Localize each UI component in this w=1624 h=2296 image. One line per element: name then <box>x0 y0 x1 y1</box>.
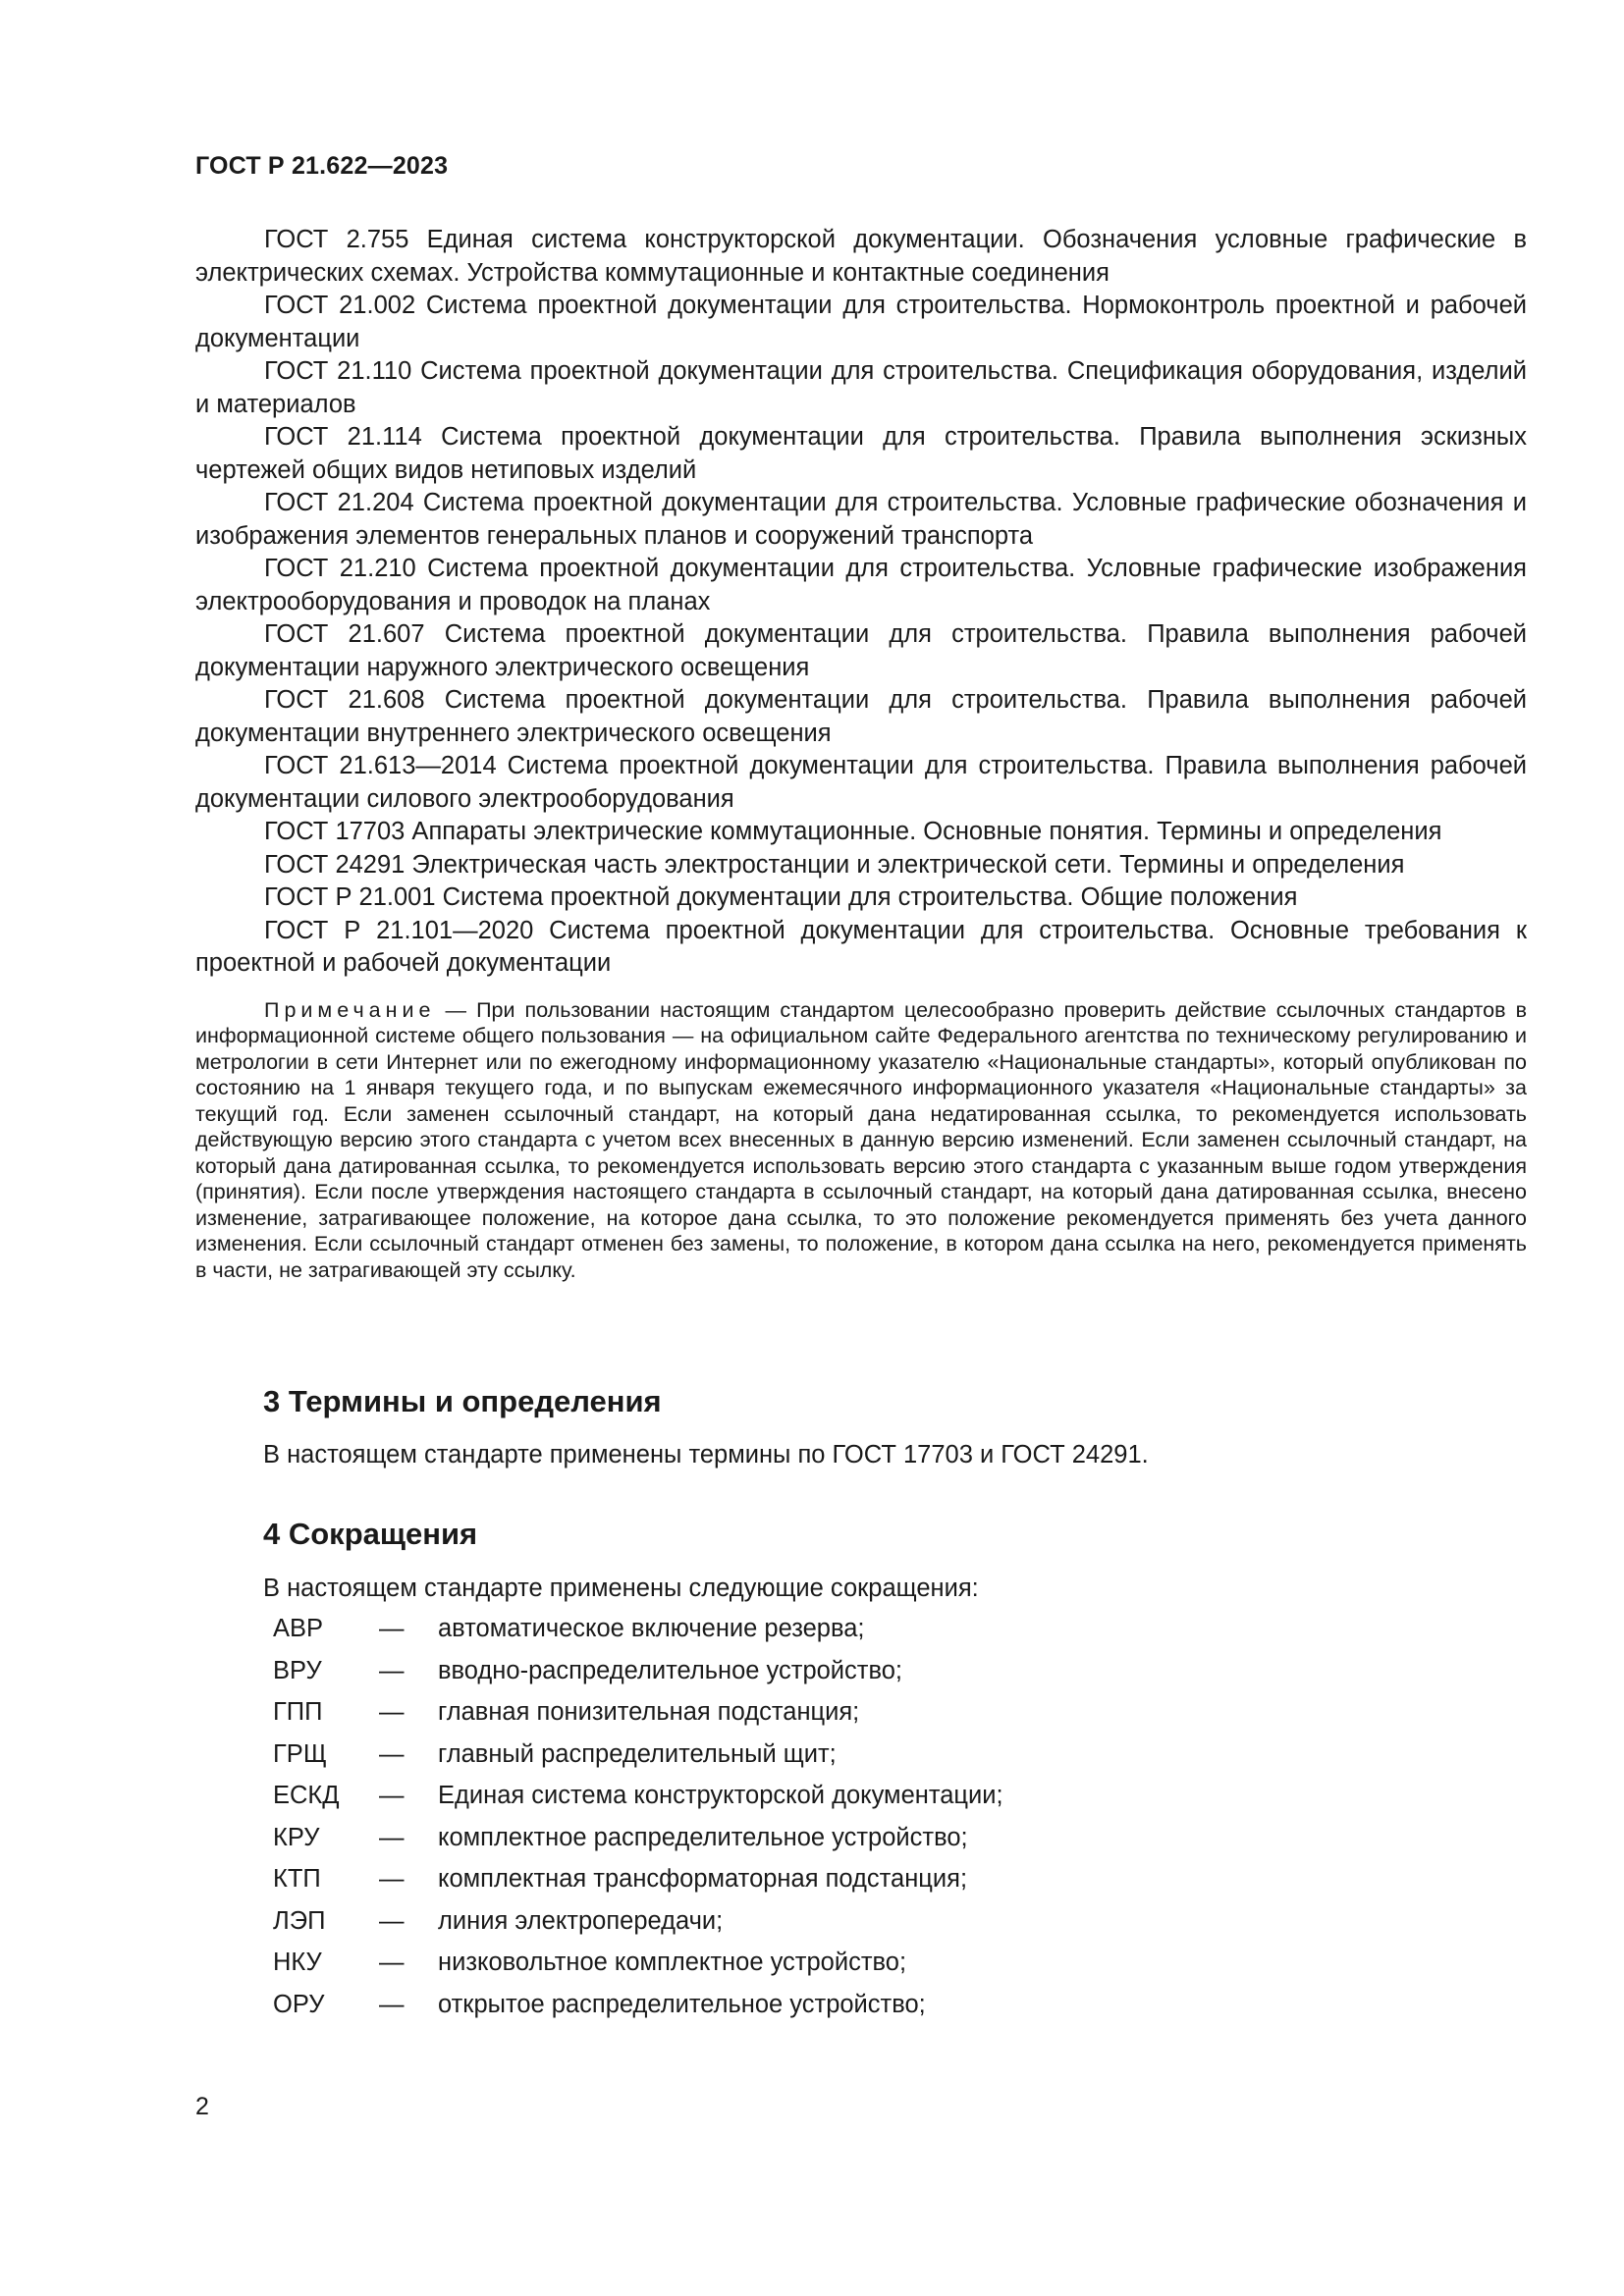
note-paragraph <box>195 997 1527 1284</box>
reference-item: ГОСТ 21.613—2014 Система проектной документации для строительства. Правила выполнения рабочей документации силового электрооборудования <box>195 752 1527 813</box>
abbreviation-definition: низковольтное комплектное устройство; <box>438 1949 907 1976</box>
section-4-title: 4 Сокращения <box>263 1517 478 1551</box>
reference-item: ГОСТ 21.002 Система проектной документации для строительства. Нормоконтроль проектной и рабочей документации <box>195 292 1527 352</box>
abbreviation-definition: главный распределительный щит; <box>438 1739 837 1768</box>
abbreviation-definition: комплектная трансформаторная подстанция; <box>438 1865 968 1893</box>
abbreviation-code: НКУ <box>273 1949 322 1976</box>
abbreviation-row <box>273 1865 1003 1907</box>
document-header: ГОСТ Р 21.622—2023 <box>195 152 449 180</box>
abbreviation-definition: открытое распределительное устройство; <box>438 1990 926 2018</box>
abbreviation-definition: Единая система конструкторской документации; <box>438 1782 1003 1809</box>
abbreviation-definition: вводно-распределительное устройство; <box>438 1656 903 1684</box>
abbreviation-row <box>273 1657 1003 1699</box>
normative-references <box>195 224 1527 1283</box>
reference-item: ГОСТ 21.110 Система проектной документации для строительства. Спецификация оборудования, изделий и материалов <box>195 357 1527 418</box>
abbreviation-row <box>273 1740 1003 1783</box>
abbreviation-definition: комплектное распределительное устройство; <box>438 1823 968 1851</box>
note-label: Примечание <box>264 997 436 1022</box>
abbreviation-dash: — <box>379 1656 405 1684</box>
abbreviation-row <box>273 1824 1003 1866</box>
abbreviation-code: ЛЭП <box>273 1906 326 1935</box>
reference-item: ГОСТ Р 21.101—2020 Система проектной документации для строительства. Основные требования к проектной и рабочей документации <box>195 916 1527 977</box>
section-4-intro: В настоящем стандарте применены следующие сокращения: <box>263 1575 979 1602</box>
abbreviation-code: КТП <box>273 1865 321 1893</box>
reference-item: ГОСТ 21.607 Система проектной документации для строительства. Правила выполнения рабочей документации наружного электрического освещения <box>195 620 1527 681</box>
note-text: — При пользовании настоящим стандартом целесообразно проверить действие ссылочных стандартов в информационной системе общего пользования — на официальном сайте Федерального агентства по техническому регулированию и метрологии в сети Интернет или по ежегодному информационному указателю «Национальные стандарты», который опубликован по состоянию на 1 января текущего года, и по выпускам ежемесячного информационного указателя «Национальные стандарты» за текущий год. Если заменен ссылочный стандарт, на который дана недатированная ссылка, то рекомендуется использовать действующую версию этого стандарта с учетом всех внесенных в данную версию изменений. Если заменен ссылочный стандарт, на который дана датированная ссылка, то рекомендуется использовать версию этого стандарта с указанным выше годом утверждения (принятия). Если после утверждения настоящего стандарта в ссылочный стандарт, на который дана датированная ссылка, внесено изменение, затрагивающее положение, на которое дана ссылка, то это положение рекомендуется применять без учета данного изменения. Если ссылочный стандарт отменен без замены, то положение, в котором дана ссылка на него, рекомендуется применять в части, не затрагивающей эту ссылку. <box>195 997 1527 1282</box>
reference-item: ГОСТ 21.608 Система проектной документации для строительства. Правила выполнения рабочей документации внутреннего электрического освещения <box>195 686 1527 747</box>
abbreviation-code: ГРЩ <box>273 1739 327 1768</box>
abbreviation-dash: — <box>379 1823 405 1851</box>
abbreviation-code: ОРУ <box>273 1990 325 2018</box>
abbreviation-dash: — <box>379 1906 405 1935</box>
abbreviation-dash: — <box>379 1615 405 1642</box>
reference-item: ГОСТ 24291 Электрическая часть электростанции и электрической сети. Термины и определения <box>264 850 1405 879</box>
abbreviation-list <box>273 1615 1003 2032</box>
page-number: 2 <box>195 2093 209 2120</box>
abbreviation-code: ГПП <box>273 1698 323 1726</box>
abbreviation-row <box>273 1907 1003 1949</box>
abbreviation-dash: — <box>379 1698 405 1726</box>
abbreviation-dash: — <box>379 1949 405 1976</box>
reference-item: ГОСТ 17703 Аппараты электрические коммутационные. Основные понятия. Термины и определения <box>264 818 1442 845</box>
abbreviation-row <box>273 1615 1003 1657</box>
abbreviation-dash: — <box>379 1990 405 2018</box>
abbreviation-definition: главная понизительная подстанция; <box>438 1698 860 1726</box>
reference-item: ГОСТ 2.755 Единая система конструкторской документации. Обозначения условные графические в электрических схемах. Устройства коммутационные и контактные соединения <box>195 226 1527 287</box>
abbreviation-code: ЕСКД <box>273 1782 340 1809</box>
reference-item: ГОСТ 21.210 Система проектной документации для строительства. Условные графические изображения электрооборудования и проводок на планах <box>195 555 1527 615</box>
abbreviation-row <box>273 1949 1003 1991</box>
abbreviation-dash: — <box>379 1782 405 1809</box>
reference-item: ГОСТ 21.204 Система проектной документации для строительства. Условные графические обозначения и изображения элементов генеральных планов и сооружений транспорта <box>195 489 1527 550</box>
abbreviation-row <box>273 1782 1003 1824</box>
section-3-title: 3 Термины и определения <box>263 1384 662 1418</box>
abbreviation-definition: автоматическое включение резерва; <box>438 1615 865 1642</box>
abbreviation-row <box>273 1991 1003 2033</box>
abbreviation-dash: — <box>379 1865 405 1893</box>
reference-item: ГОСТ 21.114 Система проектной документации для строительства. Правила выполнения эскизных чертежей общих видов нетиповых изделий <box>195 423 1527 484</box>
abbreviation-dash: — <box>379 1739 405 1768</box>
abbreviation-code: КРУ <box>273 1823 320 1851</box>
reference-item: ГОСТ Р 21.001 Система проектной документации для строительства. Общие положения <box>264 883 1298 911</box>
section-3-text: В настоящем стандарте применены термины по ГОСТ 17703 и ГОСТ 24291. <box>263 1441 1149 1468</box>
abbreviation-row <box>273 1698 1003 1740</box>
abbreviation-code: АВР <box>273 1615 324 1642</box>
abbreviation-code: ВРУ <box>273 1656 322 1684</box>
abbreviation-definition: линия электропередачи; <box>438 1906 724 1935</box>
